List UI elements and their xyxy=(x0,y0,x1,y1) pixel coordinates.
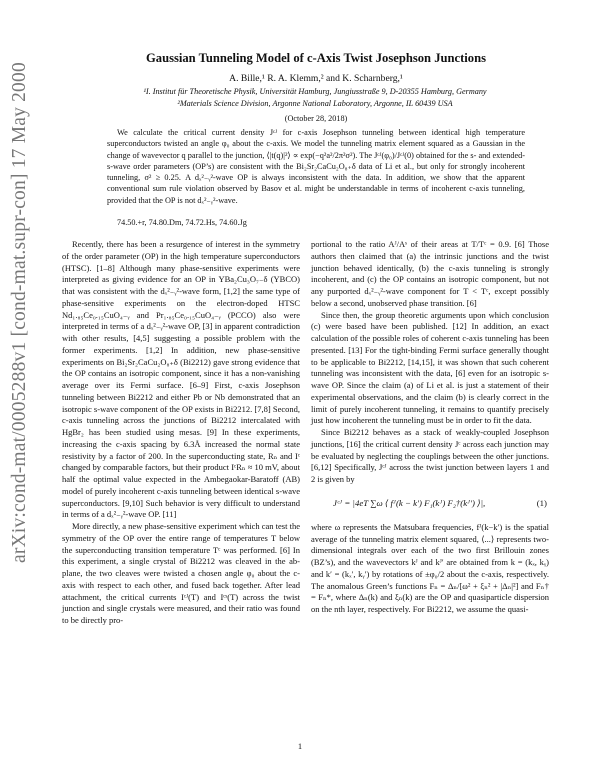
right-paragraph-4: where ω represents the Matsubara frequencies, fᴶ(k−k′) is the spatial average of the tunneling matrix element squared, ⟨...⟩ represents two-dimensional integrals over each of the two first Brillouin zones (BZ’s), and the wavevectors kᴶ and kᴶ′ are obtained from k = (kₓ, kᵧ) and k′ = (kₓ′, kᵧ′) by rotations of ±φ₀/2 about the c-axis, respectively. The anomalous Green’s functions Fₙ = Δₙ/[ω² + ξₙ² + |Δₙ|²] and Fₙ† = Fₙ*, where Δₙ(k) and ξₙ(k) are the OP and quasiparticle dispersion on the nth layer, respectively. For Bi2212, we assume the quasi- xyxy=(311,521,549,614)
right-paragraph-3: Since Bi2212 behaves as a stack of weakly-coupled Josephson junctions, [16] the critical current density Jᶜ across each junction may be evaluated by neglecting the couplings between the other junctions. [6,12] Specifically, Jᶜᴶ across the twist junction between layers 1 and 2 is given by xyxy=(311,427,549,484)
page-number: 1 xyxy=(297,741,303,751)
left-column xyxy=(62,239,300,627)
equation-number: (1) xyxy=(536,497,547,508)
left-paragraph-2: More directly, a new phase-sensitive experiment which can test the symmetry of the OP over the entire range of temperatures T below the superconducting transition temperature Tᶜ was performed. [6] In this experiment, a single crystal of Bi2212 was cleaved in the ab-plane, the two cleaves were twisted a chosen angle φ₀ about the c-axis with respect to each other, and fused back together. After lead attachment, the critical currents Iᶜᴶ(T) and Iᶜˢ(T) across the twist junction and single crystals were measured, and their ratio was found to be directly pro- xyxy=(62,521,300,625)
affiliation-1: ¹I. Institut für Theoretische Physik, Universität Hamburg, Jungiusstraße 9, D-20355 Hamburg, Germany xyxy=(143,87,487,96)
right-paragraph-1: portional to the ratio Aᴶ/Aˢ of their areas at T/Tᶜ = 0.9. [6] Those authors then claimed that (a) the intrinsic junctions and the twist junction behaved identically, (b) the c-axis tunneling is strongly incoherent, and (c) the OP contains an isotropic component, but not any purported dₓ²₋ᵧ²-wave component for T < Tᶜ, except possibly below a second, unobserved phase transition. [6] xyxy=(311,239,549,308)
equation-body: Jᶜᴶ = |4eT ∑ω ⟨ fᴶ(k − k′) F₁(kᴶ) F₂†(kᴶ′) ⟩|, xyxy=(333,497,486,508)
paper-date: (October 28, 2018) xyxy=(284,114,348,123)
affiliation-2: ²Materials Science Division, Argonne National Laboratory, Argonne, IL 60439 USA xyxy=(177,99,453,108)
left-paragraph-1: Recently, there has been a resurgence of interest in the symmetry of the order parameter (OP) in the high temperature superconductors (HTSC). [1–8] Although many phase-sensitive experiments were interpreted as giving evidence for an OP in YBa₂Cu₃O₇₋δ (YBCO) that was consistent with the dₓ²₋ᵧ²-wave form, [1,2] the same type of phase-sensitive experiments on the electron-doped HTSC Nd₁.₈₅Ce₀.₁₅CuO₄₋ᵧ and Pr₁.₈₅Ce₀.₁₅CuO₄₋ᵧ (PCCO) also were interpreted in terms of a dₓ²₋ᵧ²-wave OP, [3] in apparent contradiction with other results, [4,5] suggesting a possible problem with the former experiments. [1,2] In addition, new phase-sensitive experiments on Bi₂Sr₂CaCu₂O₈₊δ (Bi2212) gave strong evidence that the OP contains an isotropic component, since it has a non-vanishing average over its Fermi surface. [6–9] First, c-axis Josephson tunneling between Bi2212 and either Pb or Nb demonstrated that an isotropic s-wave component of the OP exists in Bi2212. [7,8] Second, c-axis tunneling across the junctions of Bi2212 intercalated with HgBr₂ has been studied using mesas. [9] In these experiments, increasing the c-axis spacing by 6.3Å increased the normal state resistivity by a factor of 200. In the superconducting state, Rₙ and Iᶜ changed by comparable factors, but their product IᶜRₙ ≈ 10 mV, about half the optimal value expected in the Ambegaokar-Baratoff (AB) model of purely incoherent c-axis tunneling between identical s-wave superconductors. [9,10] Such behavior is very difficult to understand in terms of a dₓ²₋ᵧ²-wave OP. [11] xyxy=(62,239,300,520)
right-paragraph-2: Since then, the group theoretic arguments upon which conclusion (c) were based have been published. [12] In addition, an exact calculation of the possible roles of coherent c-axis tunneling has been presented. [13] For the tight-binding Fermi surface generally thought to be applicable to Bi2212, [14,15], it was shown that such coherent tunneling was inconsistent with the data, [6] even for an isotropic s-wave OP. Since the claim (a) of Li et al. is just a statement of their experimental observations, and the claim (b) is clearly correct in the limit of purely incoherent tunneling, it remains to quantify precisely just how incoherent the tunneling must be in order to fit the data. xyxy=(311,309,549,426)
abstract xyxy=(107,127,525,206)
pacs-numbers: 74.50.+r, 74.80.Dm, 74.72.Hs, 74.60.Jg xyxy=(117,218,247,227)
equation-1 xyxy=(311,492,549,518)
abstract-text: We calculate the critical current density Jᶜᴶ for c-axis Josephson tunneling between identical high temperature superconductors twisted an angle φ₀ about the c-axis. We model the tunneling matrix element squared as a Gaussian in the change of wavevector q parallel to the junction, ⟨|t(q)|²⟩ ∝ exp(−q²a²/2π²σ²). The Jᶜᴶ(φ₀)/Jᶜᴶ(0) obtained for the s- and extended-s-wave order parameters (OP’s) are consistent with the Bi₂Sr₂CaCu₂O₈₊δ data of Li et al., but only for strongly incoherent tunneling, σ² ≥ 0.25. A dₓ²₋ᵧ²-wave OP is always inconsistent with the data. In addition, we show that the apparent conventional sum rule violation observed by Basov et al. might be understandable in terms of incoherent c-axis tunneling, provided that the OP is not dₓ²₋ᵧ²-wave. xyxy=(107,128,525,205)
paper-authors: A. Bille,¹ R. A. Klemm,² and K. Scharnberg,¹ xyxy=(229,73,403,84)
paper-title: Gaussian Tunneling Model of c-Axis Twist Josephson Junctions xyxy=(145,51,486,65)
arxiv-sidebar-stamp: arXiv:cond-mat/0005288v1 [cond-mat.supr-con] 17 May 2000 xyxy=(9,62,30,563)
right-column xyxy=(311,239,549,616)
